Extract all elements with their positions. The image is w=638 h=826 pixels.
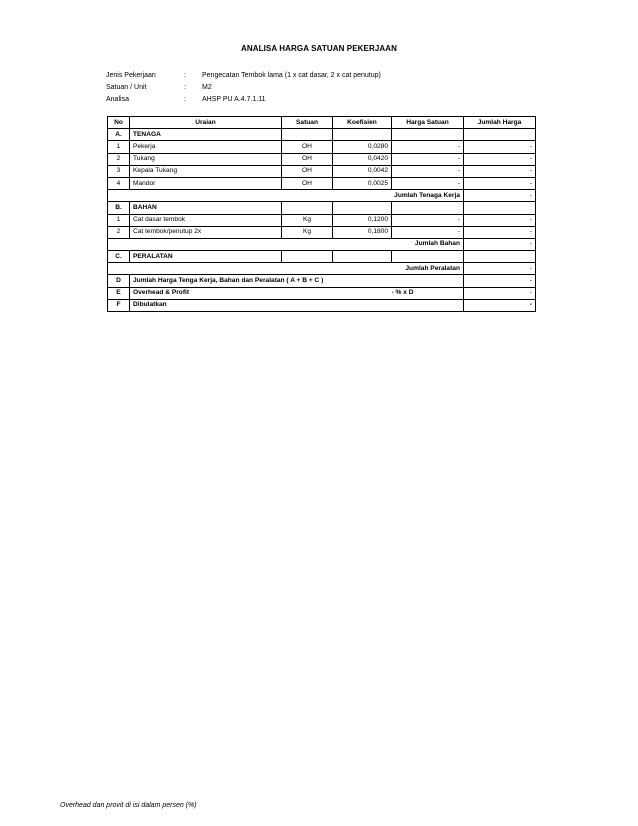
price-analysis-table (107, 116, 536, 312)
empty-cell (464, 202, 536, 214)
cell-satuan: OH (282, 165, 333, 177)
section-code: A. (108, 129, 130, 141)
subtotal-label: Jumlah Peralatan (108, 263, 464, 275)
cell-koefisien: 0,0420 (333, 153, 392, 165)
empty-cell (392, 251, 464, 263)
info-label: Analisa (106, 96, 129, 103)
summary-code: F (108, 299, 130, 311)
cell-no: 1 (108, 214, 130, 226)
summary-row-e (108, 287, 536, 299)
empty-cell (282, 251, 333, 263)
header-koefisien: Koefisien (333, 117, 392, 129)
empty-cell (333, 251, 392, 263)
cell-no: 2 (108, 226, 130, 238)
summary-label: Overhead & Profit (130, 287, 392, 299)
cell-no: 3 (108, 165, 130, 177)
cell-uraian: Tukang (130, 153, 282, 165)
empty-cell (392, 129, 464, 141)
header-no: No (108, 117, 130, 129)
cell-jumlah-harga: - (464, 153, 536, 165)
summary-value: - (464, 275, 536, 287)
subtotal-value: - (464, 263, 536, 275)
summary-row-f (108, 299, 536, 311)
header-jumlah-harga: Jumlah Harga (464, 117, 536, 129)
info-row-satuan (106, 82, 381, 94)
cell-harga-satuan: - (392, 177, 464, 189)
summary-row-d (108, 275, 536, 287)
info-value: M2 (202, 84, 212, 91)
summary-code: E (108, 287, 130, 299)
empty-cell (333, 129, 392, 141)
cell-jumlah-harga: - (464, 141, 536, 153)
header-uraian: Uraian (130, 117, 282, 129)
cell-no: 2 (108, 153, 130, 165)
cell-satuan: OH (282, 141, 333, 153)
subtotal-label: Jumlah Tenaga Kerja (108, 190, 464, 202)
section-row-tenaga (108, 129, 536, 141)
subtotal-row-bahan (108, 238, 536, 250)
summary-value: - (464, 299, 536, 311)
cell-koefisien: 0,0280 (333, 141, 392, 153)
info-value: AHSP PU A.4.7.1.11 (202, 96, 266, 103)
empty-cell (464, 129, 536, 141)
table-row (108, 165, 536, 177)
cell-harga-satuan: - (392, 153, 464, 165)
subtotal-row-peralatan (108, 263, 536, 275)
section-row-bahan (108, 202, 536, 214)
table-row (108, 153, 536, 165)
cell-harga-satuan: - (392, 141, 464, 153)
table-header-row (108, 117, 536, 129)
info-label: Jenis Pekerjaan (106, 72, 156, 79)
summary-label: Jumlah Harga Tenga Kerja, Bahan dan Peralatan ( A + B + C ) (130, 275, 392, 287)
cell-satuan: OH (282, 177, 333, 189)
cell-jumlah-harga: - (464, 214, 536, 226)
empty-cell (392, 202, 464, 214)
section-row-peralatan (108, 251, 536, 263)
subtotal-row-tenaga (108, 190, 536, 202)
cell-no: 4 (108, 177, 130, 189)
info-colon: : (184, 84, 186, 91)
cell-uraian: Cat dasar tembok (130, 214, 282, 226)
summary-label: Dibulatkan (130, 299, 392, 311)
empty-cell (282, 129, 333, 141)
subtotal-value: - (464, 238, 536, 250)
cell-harga-satuan: - (392, 226, 464, 238)
job-info (106, 70, 381, 106)
info-label: Satuan / Unit (106, 84, 147, 91)
cell-satuan: Kg (282, 214, 333, 226)
summary-mid (392, 275, 464, 287)
header-satuan: Satuan (282, 117, 333, 129)
cell-koefisien: 0,0025 (333, 177, 392, 189)
subtotal-label: Jumlah Bahan (108, 238, 464, 250)
section-label: PERALATAN (130, 251, 282, 263)
cell-jumlah-harga: - (464, 177, 536, 189)
cell-uraian: Cat tembok/penutup 2x (130, 226, 282, 238)
summary-value: - (464, 287, 536, 299)
cell-jumlah-harga: - (464, 226, 536, 238)
cell-koefisien: 0,1800 (333, 226, 392, 238)
cell-satuan: OH (282, 153, 333, 165)
footnote: Overhead dan provit di isi dalam persen (%) (60, 802, 197, 809)
section-code: B. (108, 202, 130, 214)
info-value: Pengecatan Tembok lama (1 x cat dasar, 2 x cat penutup) (202, 72, 381, 79)
cell-harga-satuan: - (392, 165, 464, 177)
page-title: ANALISA HARGA SATUAN PEKERJAAN (240, 44, 398, 53)
subtotal-value: - (464, 190, 536, 202)
cell-koefisien: 0,1200 (333, 214, 392, 226)
summary-mid (392, 299, 464, 311)
cell-uraian: Pekerja (130, 141, 282, 153)
section-code: C. (108, 251, 130, 263)
table-row (108, 177, 536, 189)
cell-jumlah-harga: - (464, 165, 536, 177)
cell-koefisien: 0,0042 (333, 165, 392, 177)
info-row-jenis (106, 70, 381, 82)
cell-harga-satuan: - (392, 214, 464, 226)
empty-cell (333, 202, 392, 214)
cell-uraian: Mandor (130, 177, 282, 189)
cell-no: 1 (108, 141, 130, 153)
section-label: TENAGA (130, 129, 282, 141)
table-row (108, 226, 536, 238)
cell-satuan: Kg (282, 226, 333, 238)
info-row-analisa (106, 94, 381, 106)
header-harga-satuan: Harga Satuan (392, 117, 464, 129)
table-row (108, 141, 536, 153)
empty-cell (282, 202, 333, 214)
empty-cell (464, 251, 536, 263)
section-label: BAHAN (130, 202, 282, 214)
info-colon: : (184, 96, 186, 103)
cell-uraian: Kepala Tukang (130, 165, 282, 177)
summary-code: D (108, 275, 130, 287)
summary-mid: - % x D (392, 287, 464, 299)
info-colon: : (184, 72, 186, 79)
table-row (108, 214, 536, 226)
